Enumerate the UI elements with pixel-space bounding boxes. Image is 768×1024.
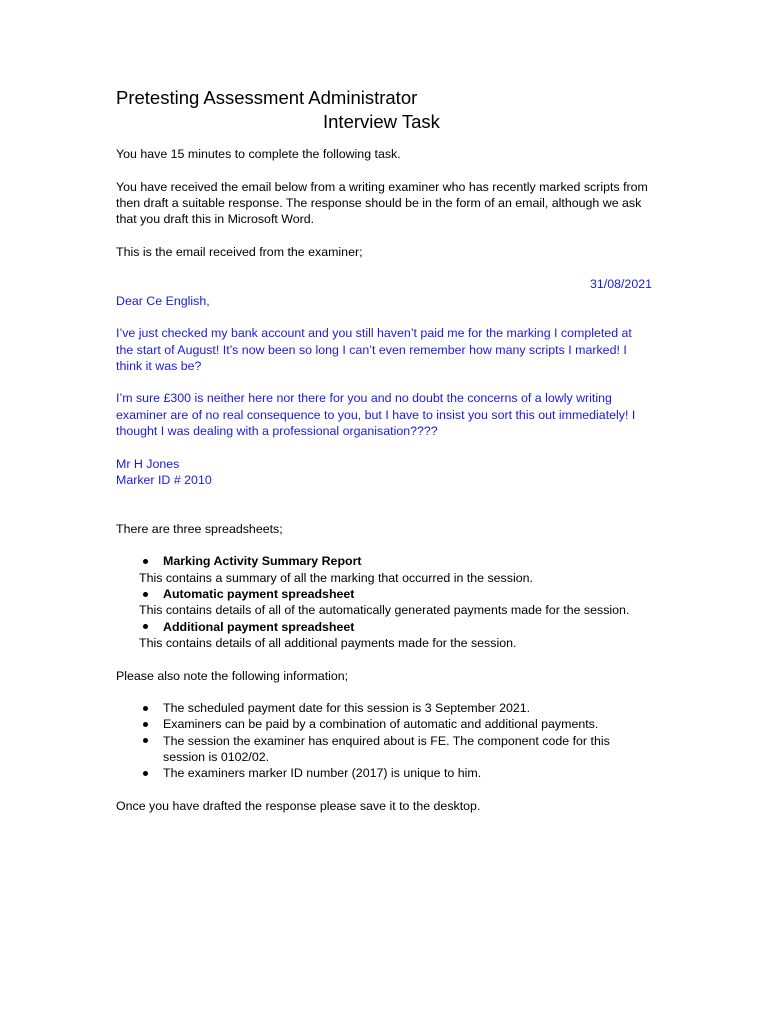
info-item: The examiners marker ID number (2017) is unique to him. <box>116 765 652 781</box>
spreadsheet-description: This contains details of all of the automatically generated payments made for the session. <box>139 603 630 618</box>
info-item: The session the examiner has enquired about is FE. The component code for this session is 0102/02. <box>116 733 652 766</box>
spreadsheet-description: This contains details of all additional payments made for the session. <box>139 635 517 650</box>
email-greeting: Dear Ce English, <box>116 293 210 308</box>
email-marker-id: Marker ID # 2010 <box>116 472 212 487</box>
task-instructions: You have received the email below from a writing examiner who has recently marked scripts from then draft a suitable response. The response should be in the form of an email, although we ask that you draft this in Microsoft Word. <box>116 179 648 227</box>
time-note: You have 15 minutes to complete the following task. <box>116 147 401 161</box>
email-paragraph-1: I’ve just checked my bank account and you still haven’t paid me for the marking I completed at the start of August! It’s now been so long I can’t even remember how many scripts I marked! I think it was be? <box>116 326 632 373</box>
spreadsheet-list <box>116 553 652 651</box>
document-title: Pretesting Assessment Administrator <box>116 87 418 108</box>
spreadsheet-name: Additional payment spreadsheet <box>116 619 652 635</box>
examiner-email <box>116 276 652 488</box>
spreadsheet-name: Marking Activity Summary Report <box>116 553 652 569</box>
email-paragraph-2: I’m sure £300 is neither here nor there for you and no doubt the concerns of a lowly writing examiner are of no real consequence to you, but I have to insist you sort this out immediately! I thought I was dealing with a professional organisation???? <box>116 391 636 439</box>
info-item: The scheduled payment date for this session is 3 September 2021. <box>116 700 652 716</box>
info-intro: Please also note the following information; <box>116 668 349 683</box>
info-list <box>116 700 652 781</box>
document-page <box>116 86 652 814</box>
email-date: 31/08/2021 <box>589 277 652 292</box>
email-sender-name: Mr H Jones <box>116 456 180 471</box>
document-subtitle: Interview Task <box>323 111 440 132</box>
spreadsheet-name: Automatic payment spreadsheet <box>116 586 652 602</box>
closing-instruction: Once you have drafted the response please save it to the desktop. <box>116 798 481 813</box>
spreadsheets-intro: There are three spreadsheets; <box>116 521 283 536</box>
spreadsheet-description: This contains a summary of all the marking that occurred in the session. <box>139 570 533 585</box>
email-intro: This is the email received from the examiner; <box>116 244 363 259</box>
info-item: Examiners can be paid by a combination of automatic and additional payments. <box>116 716 652 732</box>
